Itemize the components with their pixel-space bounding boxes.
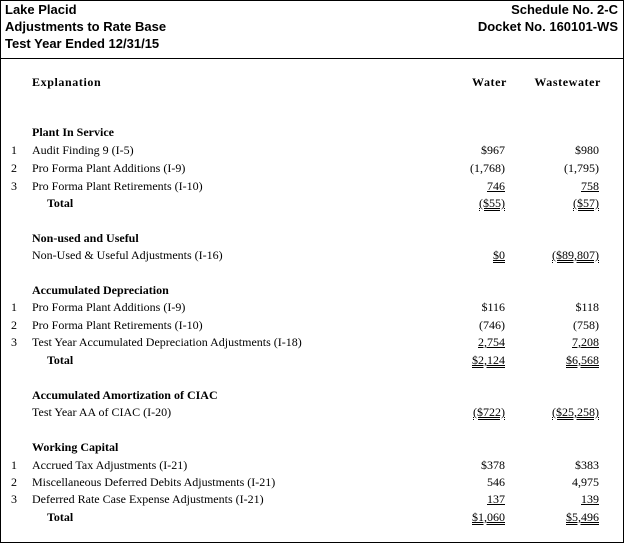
wastewater-value: 4,975 <box>572 475 599 489</box>
section-title: Plant In Service <box>32 125 114 139</box>
line-number: 3 <box>11 179 17 193</box>
wastewater-value: $118 <box>575 300 599 314</box>
section-title-row <box>1 282 623 298</box>
line-number: 1 <box>11 143 17 157</box>
row-label: Accrued Tax Adjustments (I-21) <box>32 458 188 472</box>
wastewater-total: ($57) <box>573 196 599 210</box>
total-row <box>1 352 623 368</box>
water-total: ($55) <box>479 196 505 210</box>
table-row <box>1 142 623 158</box>
table-row <box>1 457 623 473</box>
total-row <box>1 195 623 211</box>
row-label: Total <box>47 196 74 210</box>
line-number: 1 <box>11 300 17 314</box>
section-title-row <box>1 124 623 140</box>
section-title: Accumulated Amortization of CIAC <box>32 388 218 402</box>
table-row <box>1 299 623 315</box>
section-title: Non-used and Useful <box>32 231 139 245</box>
water-value: 746 <box>487 179 505 193</box>
row-label: Audit Finding 9 (I-5) <box>32 143 134 157</box>
wastewater-value: 758 <box>581 179 599 193</box>
water-value: 137 <box>487 492 505 506</box>
line-number: 1 <box>11 458 17 472</box>
table-row <box>1 317 623 333</box>
wastewater-value: (1,795) <box>564 161 599 175</box>
section-title-row <box>1 230 623 246</box>
line-number: 3 <box>11 335 17 349</box>
water-value: (746) <box>479 318 505 332</box>
table-row <box>1 404 623 420</box>
row-label: Pro Forma Plant Additions (I-9) <box>32 161 186 175</box>
wastewater-value: ($25,258) <box>552 405 599 419</box>
wastewater-value: $383 <box>575 458 599 472</box>
wastewater-value: $980 <box>575 143 599 157</box>
row-label: Pro Forma Plant Retirements (I-10) <box>32 179 203 193</box>
wastewater-value: ($89,807) <box>552 248 599 262</box>
water-value: $378 <box>481 458 505 472</box>
water-value: $967 <box>481 143 505 157</box>
line-number: 2 <box>11 318 17 332</box>
water-value: $116 <box>481 300 505 314</box>
table-row <box>1 474 623 490</box>
row-label: Pro Forma Plant Retirements (I-10) <box>32 318 203 332</box>
row-label: Miscellaneous Deferred Debits Adjustments (I-21) <box>32 475 276 489</box>
row-label: Non-Used & Useful Adjustments (I-16) <box>32 248 223 262</box>
schedule-number: Schedule No. 2-C <box>511 2 618 17</box>
wastewater-total: $6,568 <box>566 353 599 367</box>
water-total: $2,124 <box>472 353 505 367</box>
row-label: Pro Forma Plant Additions (I-9) <box>32 300 186 314</box>
line-number: 3 <box>11 492 17 506</box>
column-header-wastewater: Wastewater <box>534 75 601 89</box>
water-total: $1,060 <box>472 510 505 524</box>
header-divider <box>1 58 623 59</box>
section-title-row <box>1 439 623 455</box>
test-year: Test Year Ended 12/31/15 <box>5 36 160 51</box>
schedule-title: Adjustments to Rate Base <box>5 19 167 34</box>
row-label: Total <box>47 353 74 367</box>
water-value: $0 <box>493 248 505 262</box>
row-label: Test Year Accumulated Depreciation Adjustments (I-18) <box>32 335 302 349</box>
section-title: Accumulated Depreciation <box>32 283 169 297</box>
wastewater-value: 7,208 <box>572 335 599 349</box>
column-header-water: Water <box>472 75 507 89</box>
total-row <box>1 509 623 525</box>
row-label: Deferred Rate Case Expense Adjustments (I-21) <box>32 492 264 506</box>
wastewater-total: $5,496 <box>566 510 599 524</box>
column-header-explanation: Explanation <box>32 75 102 89</box>
section-title-row <box>1 387 623 403</box>
table-row <box>1 178 623 194</box>
docket-number: Docket No. 160101-WS <box>477 19 618 34</box>
table-row <box>1 491 623 507</box>
line-number: 2 <box>11 161 17 175</box>
row-label: Test Year AA of CIAC (I-20) <box>32 405 172 419</box>
row-label: Total <box>47 510 74 524</box>
water-value: ($722) <box>473 405 505 419</box>
table-row <box>1 247 623 263</box>
schedule-header <box>1 1 623 57</box>
company-name: Lake Placid <box>5 2 77 17</box>
water-value: 546 <box>487 475 505 489</box>
wastewater-value: 139 <box>581 492 599 506</box>
wastewater-value: (758) <box>573 318 599 332</box>
water-value: 2,754 <box>478 335 505 349</box>
table-row <box>1 160 623 176</box>
section-title: Working Capital <box>32 440 119 454</box>
table-row <box>1 334 623 350</box>
line-number: 2 <box>11 475 17 489</box>
water-value: (1,768) <box>470 161 505 175</box>
